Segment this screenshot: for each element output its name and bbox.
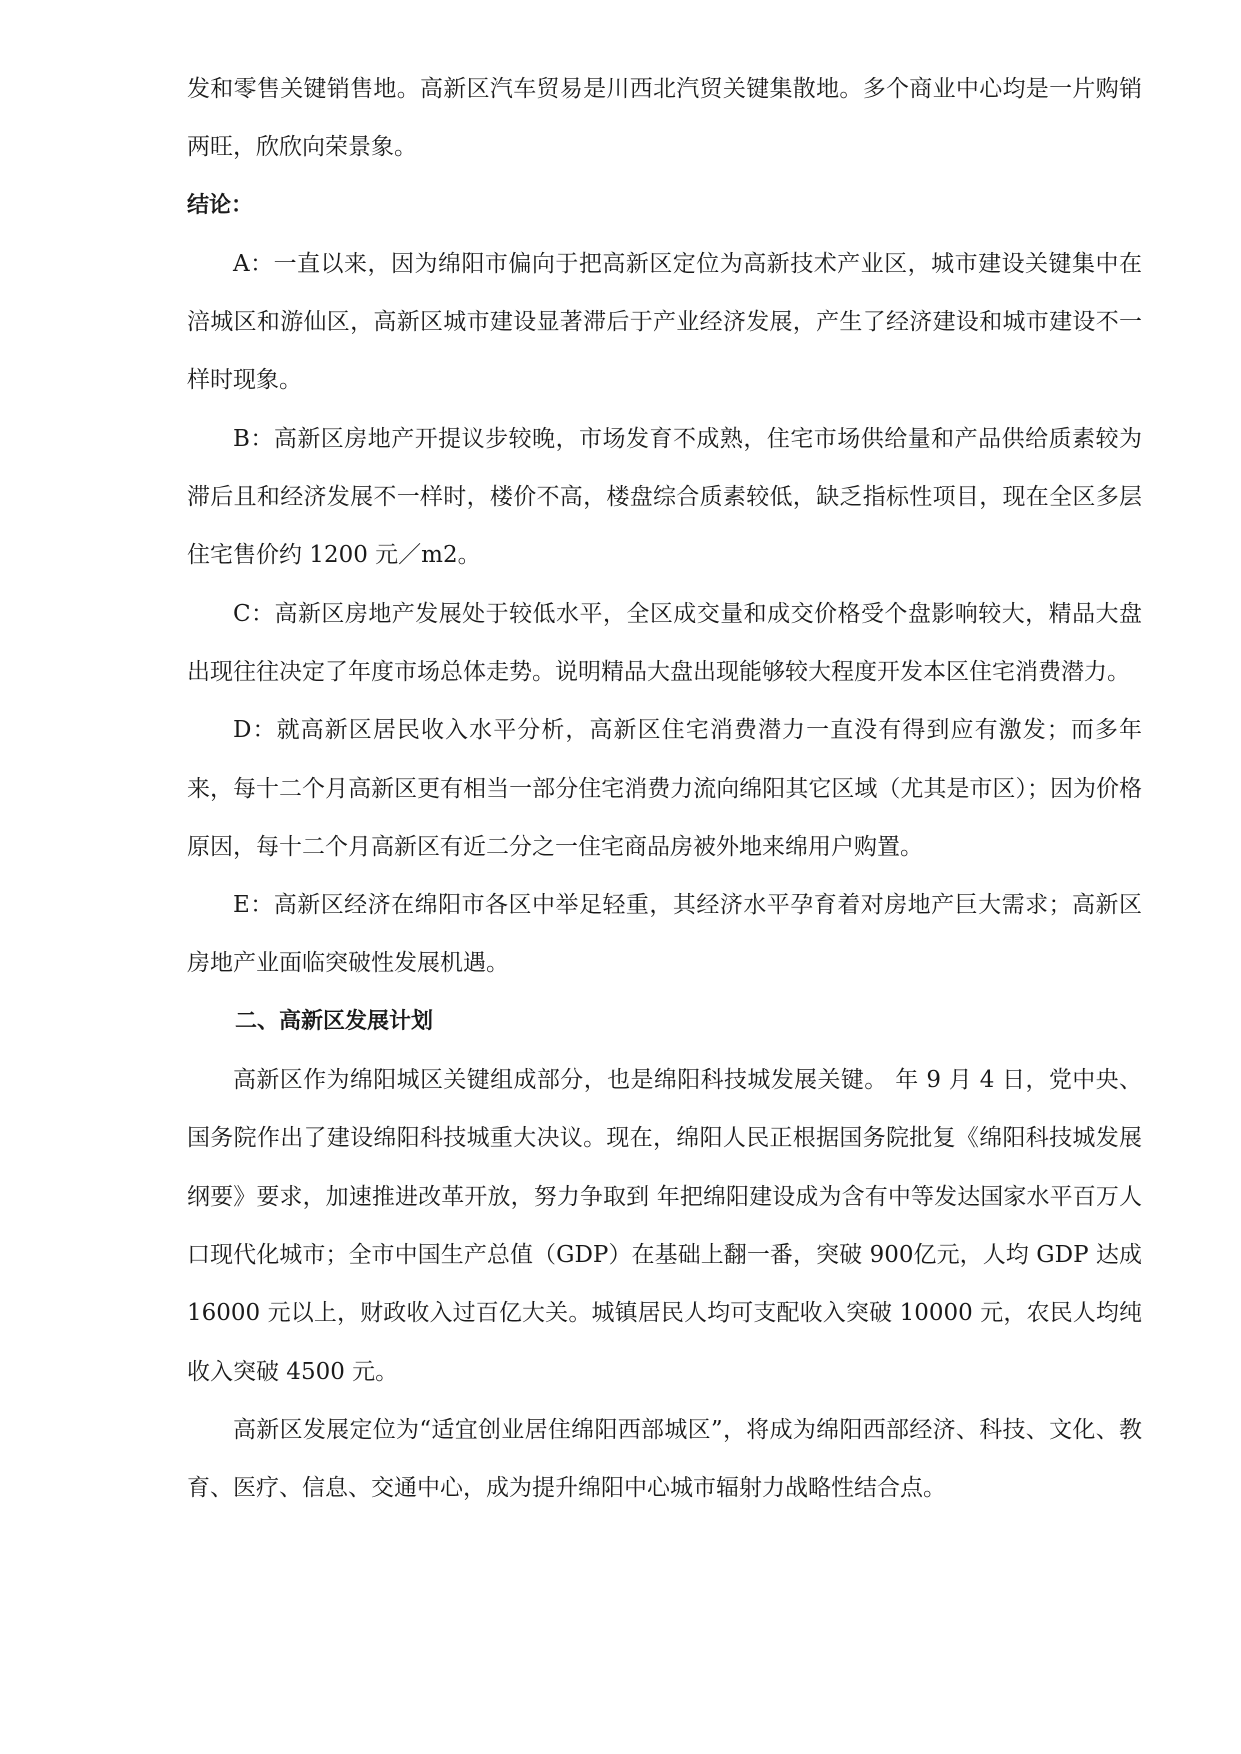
paragraph-conclusion-b: B：高新区房地产开提议步较晚，市场发育不成熟，住宅市场供给量和产品供给质素较为滞后且和经济发展不一样时，楼价不高，楼盘综合质素较低，缺乏指标性项目，现在全区多层住宅售价约 1200 元／m2。 xyxy=(187,425,1142,569)
paragraph-conclusion-c: C：高新区房地产发展处于较低水平，全区成交量和成交价格受个盘影响较大，精品大盘出现往往决定了年度市场总体走势。说明精品大盘出现能够较大程度开发本区住宅消费潜力。 xyxy=(187,600,1142,685)
paragraph-continuation: 发和零售关键销售地。高新区汽车贸易是川西北汽贸关键集散地。多个商业中心均是一片购销两旺，欣欣向荣景象。 xyxy=(187,76,1142,161)
section-two-heading: 二、高新区发展计划 xyxy=(235,1008,434,1034)
paragraph-conclusion-d: D：就高新区居民收入水平分析，高新区住宅消费潜力一直没有得到应有激发；而多年来，每十二个月高新区更有相当一部分住宅消费力流向绵阳其它区域（尤其是市区）；因为价格原因，每十二个月高新区有近二分之一住宅商品房被外地来绵用户购置。 xyxy=(187,717,1142,860)
document-body xyxy=(187,60,1142,1517)
paragraph-section-two-1: 高新区作为绵阳城区关键组成部分，也是绵阳科技城发展关键。 年 9 月 4 日，党中央、国务院作出了建设绵阳科技城重大决议。现在，绵阳人民正根据国务院批复《绵阳科技城发展纲要》要求，加速推进改革开放，努力争取到 年把绵阳建设成为含有中等发达国家水平百万人口现代化城市；全市中国生产总值（GDP）在基础上翻一番，突破 900亿元，人均 GDP 达成 16000 元以上，财政收入过百亿大关。城镇居民人均可支配收入突破 10000 元，农民人均纯收入突破 4500 元。 xyxy=(187,1067,1142,1385)
conclusion-heading: 结论： xyxy=(187,192,254,218)
paragraph-conclusion-e: E：高新区经济在绵阳市各区中举足轻重，其经济水平孕育着对房地产巨大需求；高新区房地产业面临突破性发展机遇。 xyxy=(187,892,1142,977)
paragraph-conclusion-a: A：一直以来，因为绵阳市偏向于把高新区定位为高新技术产业区，城市建设关键集中在涪城区和游仙区，高新区城市建设显著滞后于产业经济发展，产生了经济建设和城市建设不一样时现象。 xyxy=(187,250,1142,394)
paragraph-section-two-2: 高新区发展定位为“适宜创业居住绵阳西部城区”，将成为绵阳西部经济、科技、文化、教育、医疗、信息、交通中心，成为提升绵阳中心城市辐射力战略性结合点。 xyxy=(187,1416,1142,1502)
